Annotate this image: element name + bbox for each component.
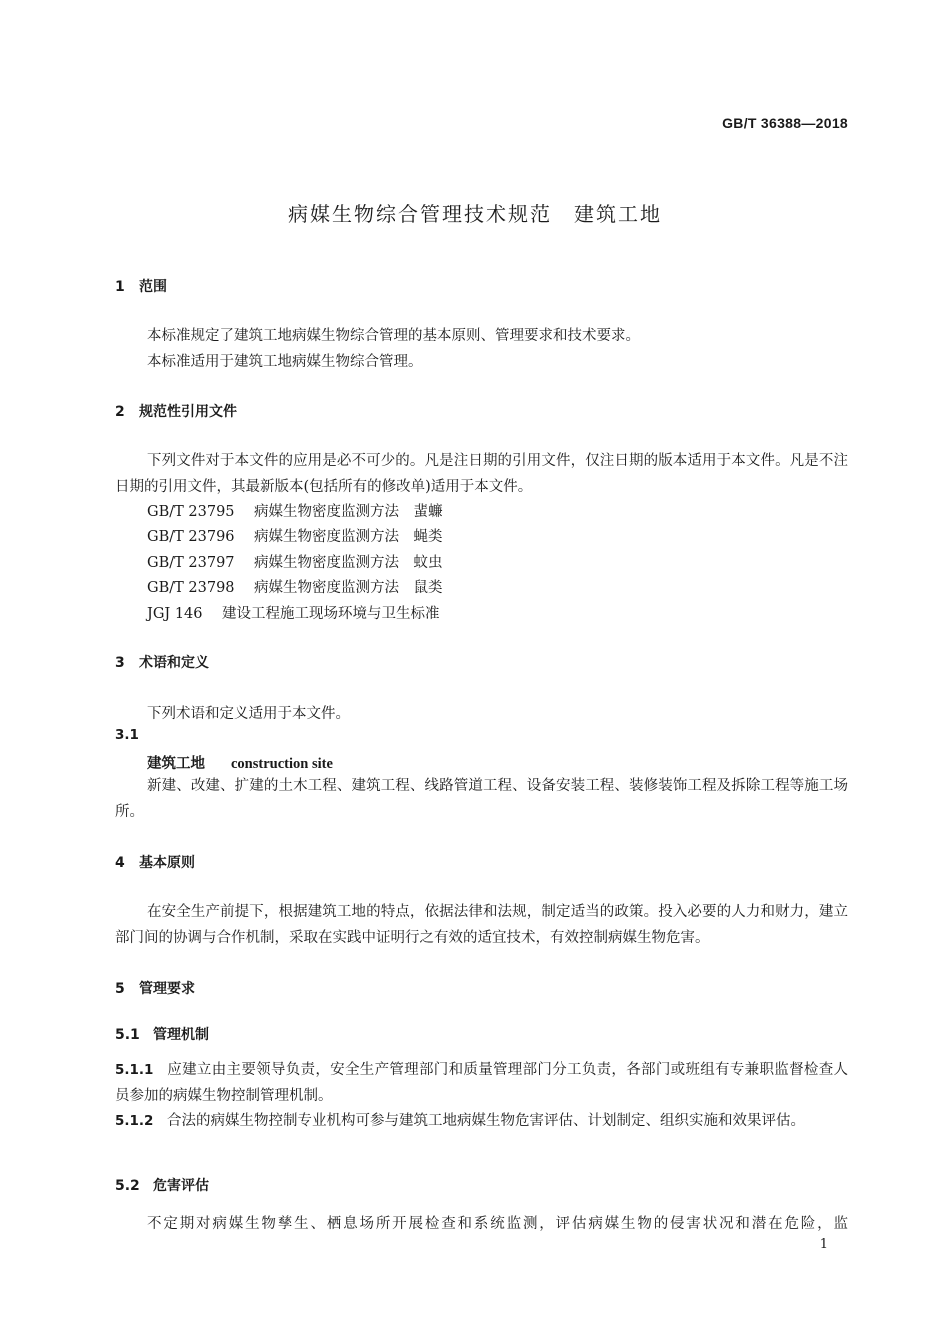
section-number: 3 <box>115 655 125 671</box>
paragraph: 本标准适用于建筑工地病媒生物综合管理。 <box>147 354 423 370</box>
clause-text: 应建立由主要领导负责，安全生产管理部门和质量管理部门分工负责，各部门或班组有专兼职监督检查人员参加的病媒生物控制管理机制。 <box>115 1062 848 1104</box>
clause-number: 5.1.2 <box>115 1113 154 1129</box>
subsection-title: 危害评估 <box>153 1178 209 1194</box>
reference-item <box>147 500 443 521</box>
term-chinese: 建筑工地 <box>147 756 205 772</box>
reference-code: GB/T 23796 <box>147 529 235 545</box>
subsection-heading <box>115 1024 209 1044</box>
section-heading <box>115 978 195 998</box>
clause <box>115 1108 848 1134</box>
reference-title: 建设工程施工现场环境与卫生标准 <box>222 606 440 622</box>
section-number: 4 <box>115 855 125 871</box>
reference-title: 病媒生物密度监测方法 蜚蠊 <box>254 504 443 520</box>
reference-code: JGJ 146 <box>147 606 203 622</box>
section-heading <box>115 276 167 296</box>
section-number: 5 <box>115 981 125 997</box>
section-title: 管理要求 <box>139 981 195 997</box>
standard-code: GB/T 36388—2018 <box>722 115 848 131</box>
section-title: 规范性引用文件 <box>139 404 237 420</box>
reference-item <box>147 576 443 597</box>
clause-text: 合法的病媒生物控制专业机构可参与建筑工地病媒生物危害评估、计划制定、组织实施和效果评估。 <box>167 1113 805 1129</box>
section-number: 2 <box>115 404 125 420</box>
reference-code: GB/T 23798 <box>147 580 235 596</box>
section-title: 范围 <box>139 279 167 295</box>
reference-title: 病媒生物密度监测方法 鼠类 <box>254 580 443 596</box>
paragraph: 本标准规定了建筑工地病媒生物综合管理的基本原则、管理要求和技术要求。 <box>147 328 640 344</box>
section-title: 基本原则 <box>139 855 195 871</box>
reference-title: 病媒生物密度监测方法 蝇类 <box>254 529 443 545</box>
subsection-number: 5.1 <box>115 1027 140 1043</box>
paragraph: 下列文件对于本文件的应用是必不可少的。凡是注日期的引用文件，仅注日期的版本适用于本文件。凡是不注日期的引用文件，其最新版本(包括所有的修改单)适用于本文件。 <box>115 453 848 495</box>
page-number: 1 <box>819 1237 828 1252</box>
subsection-heading <box>115 1175 209 1195</box>
subsection-number: 5.2 <box>115 1178 140 1194</box>
paragraph: 下列术语和定义适用于本文件。 <box>147 706 350 722</box>
subsection-title: 管理机制 <box>153 1027 209 1043</box>
reference-title: 病媒生物密度监测方法 蚊虫 <box>254 555 443 571</box>
term-heading <box>147 752 333 773</box>
clause <box>115 1057 848 1109</box>
reference-code: GB/T 23795 <box>147 504 235 520</box>
section-heading <box>115 852 195 872</box>
reference-item <box>147 525 443 546</box>
term-english: construction site <box>231 756 333 772</box>
term-definition: 新建、改建、扩建的土木工程、建筑工程、线路管道工程、设备安装工程、装修装饰工程及拆除工程等施工场所。 <box>115 778 848 820</box>
section-heading <box>115 652 209 672</box>
paragraph: 在安全生产前提下，根据建筑工地的特点，依据法律和法规，制定适当的政策。投入必要的人力和财力，建立部门间的协调与合作机制，采取在实践中证明行之有效的适宜技术，有效控制病媒生物危害。 <box>115 904 848 946</box>
term-number: 3.1 <box>115 727 139 743</box>
document-title: 病媒生物综合管理技术规范 建筑工地 <box>288 202 662 226</box>
reference-item <box>147 551 443 572</box>
reference-item <box>147 602 440 623</box>
paragraph: 不定期对病媒生物孳生、栖息场所开展检查和系统监测，评估病媒生物的侵害状况和潜在危险，监 <box>147 1216 848 1232</box>
clause-number: 5.1.1 <box>115 1062 154 1078</box>
section-number: 1 <box>115 279 125 295</box>
reference-code: GB/T 23797 <box>147 555 235 571</box>
section-heading <box>115 401 237 421</box>
section-title: 术语和定义 <box>139 655 209 671</box>
